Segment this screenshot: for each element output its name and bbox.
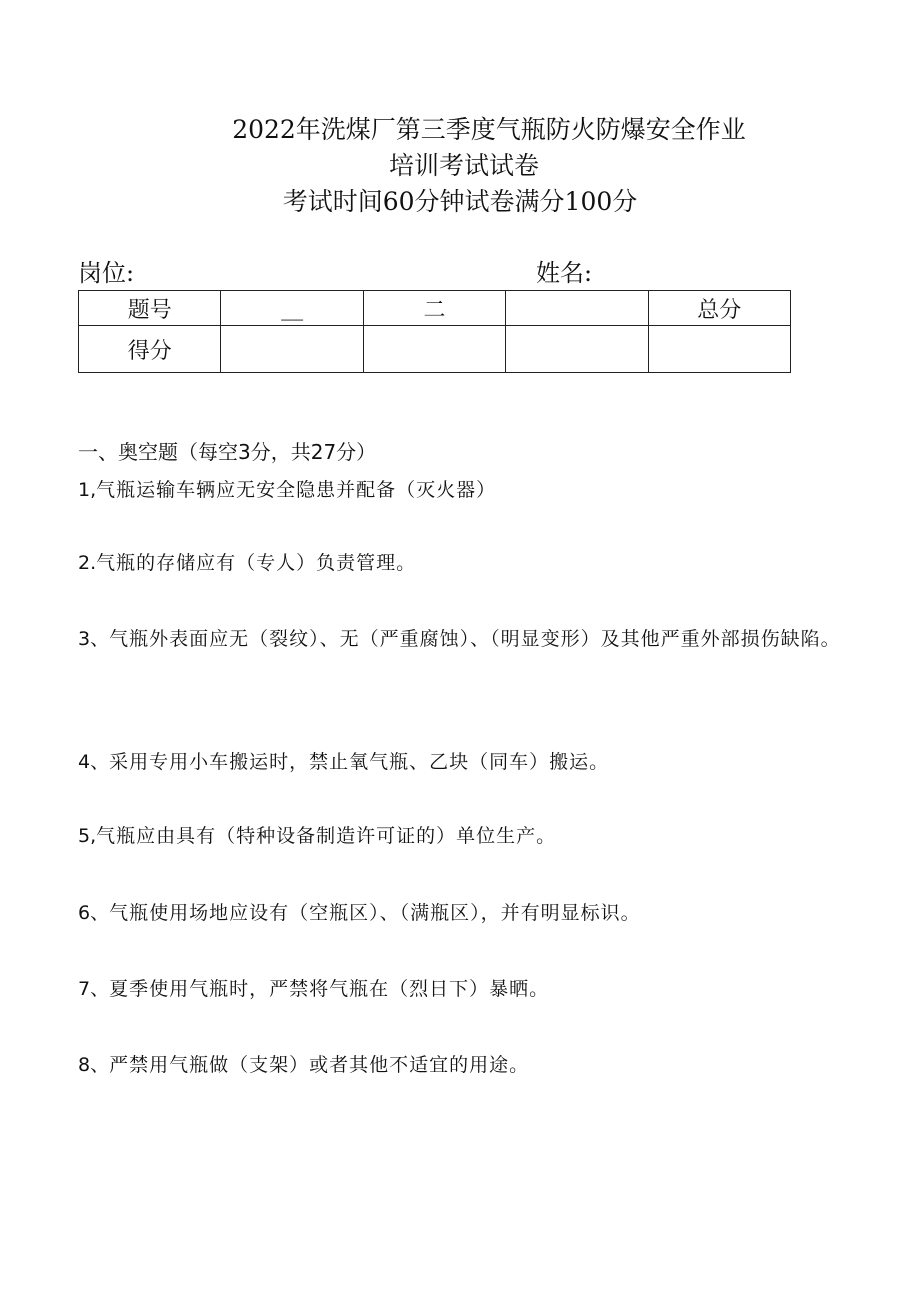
score-table-cell: 题号 bbox=[79, 291, 221, 326]
post-label: 岗位: bbox=[78, 259, 135, 287]
score-input-cell bbox=[648, 326, 790, 373]
question-item bbox=[78, 899, 888, 927]
exam-title bbox=[0, 112, 920, 220]
question-item bbox=[78, 549, 888, 577]
question-item bbox=[78, 476, 888, 504]
score-input-cell bbox=[363, 326, 505, 373]
question-text: 气瓶使用场地应设有（空瓶区）、（满瓶区），并有明显标识。 bbox=[109, 902, 641, 924]
question-number: 7、 bbox=[78, 978, 110, 1000]
question-number: 5, bbox=[78, 825, 97, 847]
question-item bbox=[78, 611, 888, 667]
score-table-cell bbox=[506, 291, 648, 326]
question-number: 3、 bbox=[78, 628, 110, 650]
title-line-3: 考试时间60分钟试卷满分100分 bbox=[282, 187, 638, 216]
question-text: 夏季使用气瓶时，严禁将气瓶在（烈日下）暴晒。 bbox=[109, 978, 550, 1000]
question-text: 采用专用小车搬运时，禁止氧气瓶、乙块（同车）搬运。 bbox=[109, 751, 610, 773]
question-item bbox=[78, 1051, 888, 1079]
question-number: 8、 bbox=[78, 1054, 110, 1076]
score-table bbox=[78, 290, 791, 373]
question-number: 6、 bbox=[78, 902, 110, 924]
question-number: 2. bbox=[78, 552, 97, 574]
question-number: 4、 bbox=[78, 751, 110, 773]
question-item bbox=[78, 975, 888, 1003]
score-table-header-row bbox=[79, 291, 791, 326]
score-table-score-row bbox=[79, 326, 791, 373]
question-text: 气瓶应由具有（特种设备制造许可证的）单位生产。 bbox=[96, 825, 557, 847]
question-text: 气瓶运输车辆应无安全隐患并配备（灭火器） bbox=[96, 479, 497, 501]
question-text: 气瓶外表面应无（裂纹）、无（严重腐蚀）、（明显变形）及其他严重外部损伤缺陷。 bbox=[109, 628, 841, 650]
section-title: 一、奥空题（每空3分，共27分） bbox=[78, 440, 377, 464]
score-input-cell bbox=[221, 326, 363, 373]
question-number: 1, bbox=[78, 479, 97, 501]
question-item bbox=[78, 748, 888, 776]
question-text: 严禁用气瓶做（支架）或者其他不适宜的用途。 bbox=[109, 1054, 530, 1076]
title-line-1: 2022年洗煤厂第三季度气瓶防火防爆安全作业 bbox=[232, 115, 746, 144]
score-input-cell bbox=[506, 326, 648, 373]
title-line-2: 培训考试试卷 bbox=[388, 151, 539, 180]
score-table-cell: __ bbox=[221, 291, 363, 326]
question-text: 气瓶的存储应有（专人）负责管理。 bbox=[96, 552, 417, 574]
score-table-cell: 总分 bbox=[648, 291, 790, 326]
score-table-cell: 得分 bbox=[79, 326, 221, 373]
question-item bbox=[78, 822, 888, 850]
score-table-cell: 二 bbox=[363, 291, 505, 326]
name-label: 姓名: bbox=[536, 259, 593, 287]
